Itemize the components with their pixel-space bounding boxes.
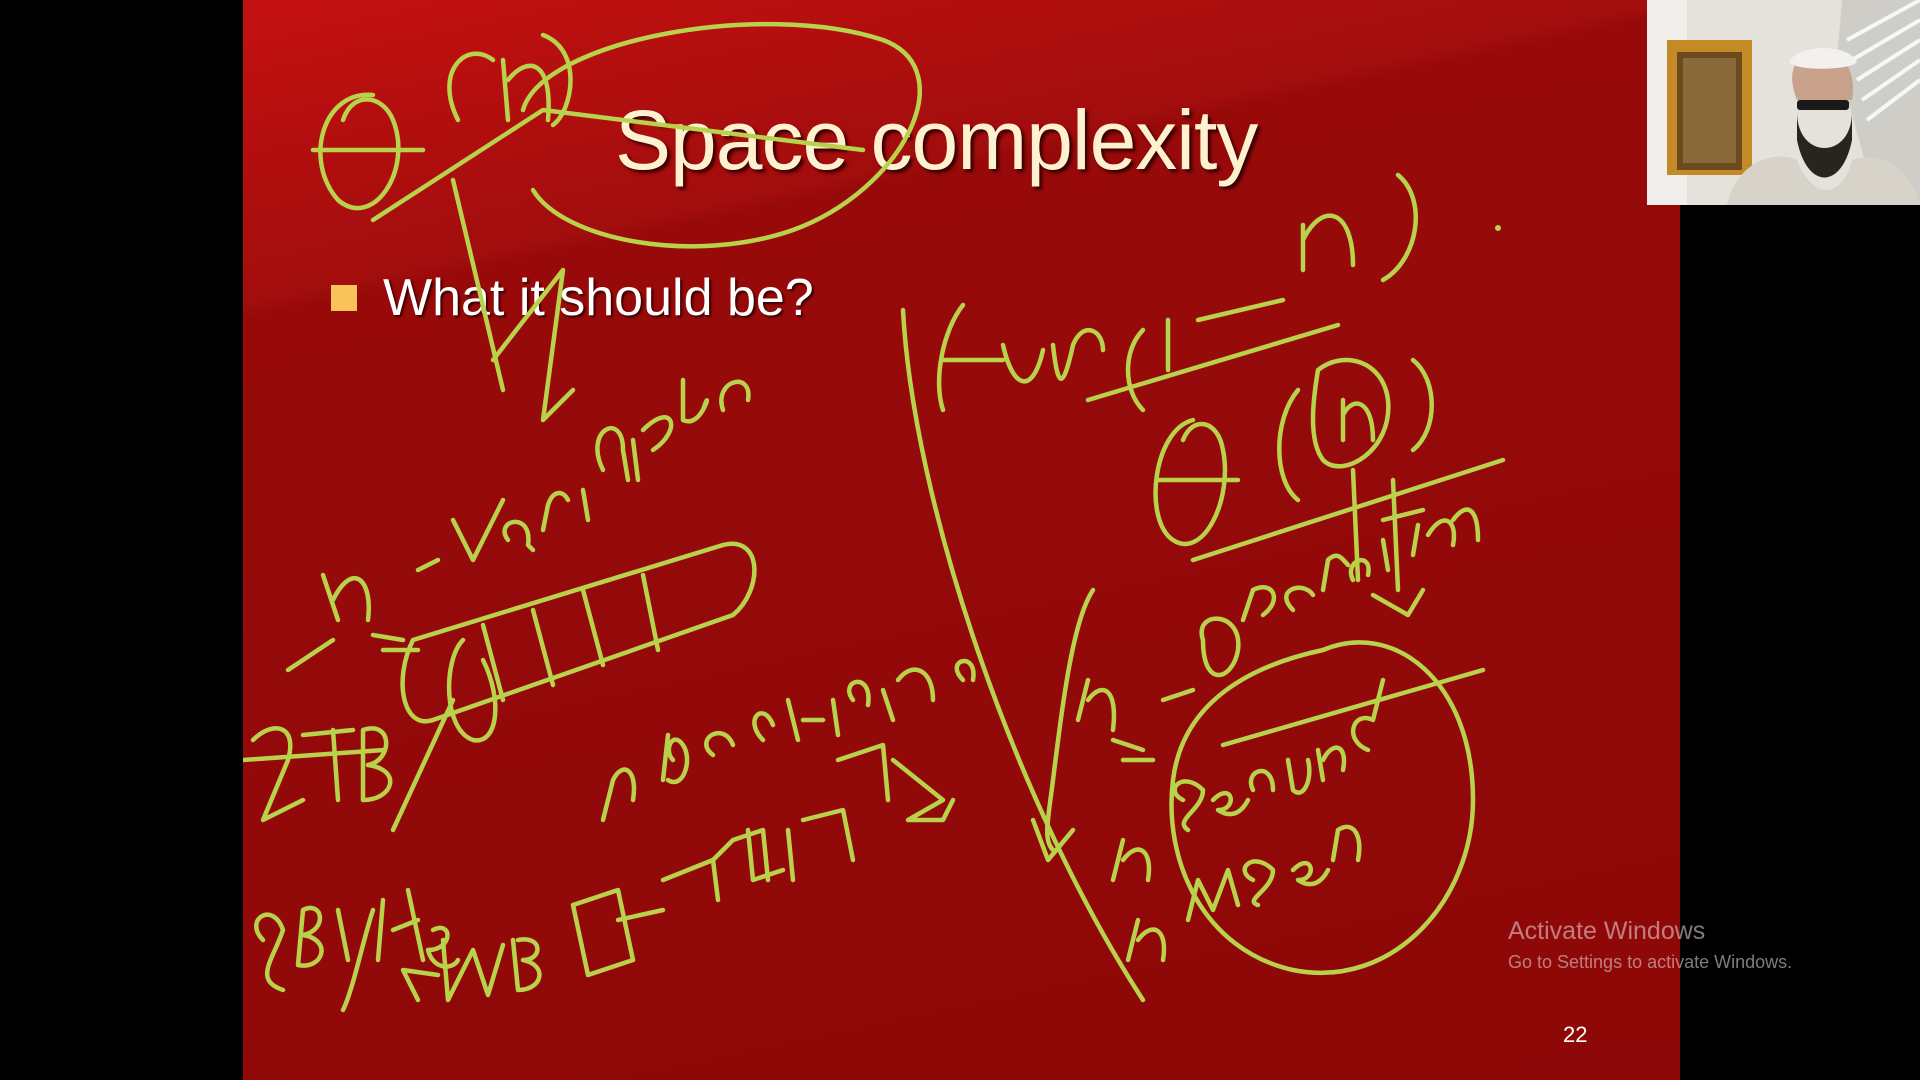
presenter-video-feed-icon <box>1647 0 1920 205</box>
slide-title: Space complexity <box>615 93 1258 187</box>
watermark-title: Activate Windows <box>1508 917 1706 945</box>
presenter-webcam <box>1647 0 1920 205</box>
slide-page-number: 22 <box>1563 1022 1588 1047</box>
activate-windows-watermark <box>1508 917 1792 973</box>
slide <box>243 0 1680 1080</box>
watermark-subtitle: Go to Settings to activate Windows. <box>1508 952 1793 972</box>
bullet-text: What it should be? <box>383 269 814 327</box>
handwritten-annotations <box>243 0 1680 1080</box>
